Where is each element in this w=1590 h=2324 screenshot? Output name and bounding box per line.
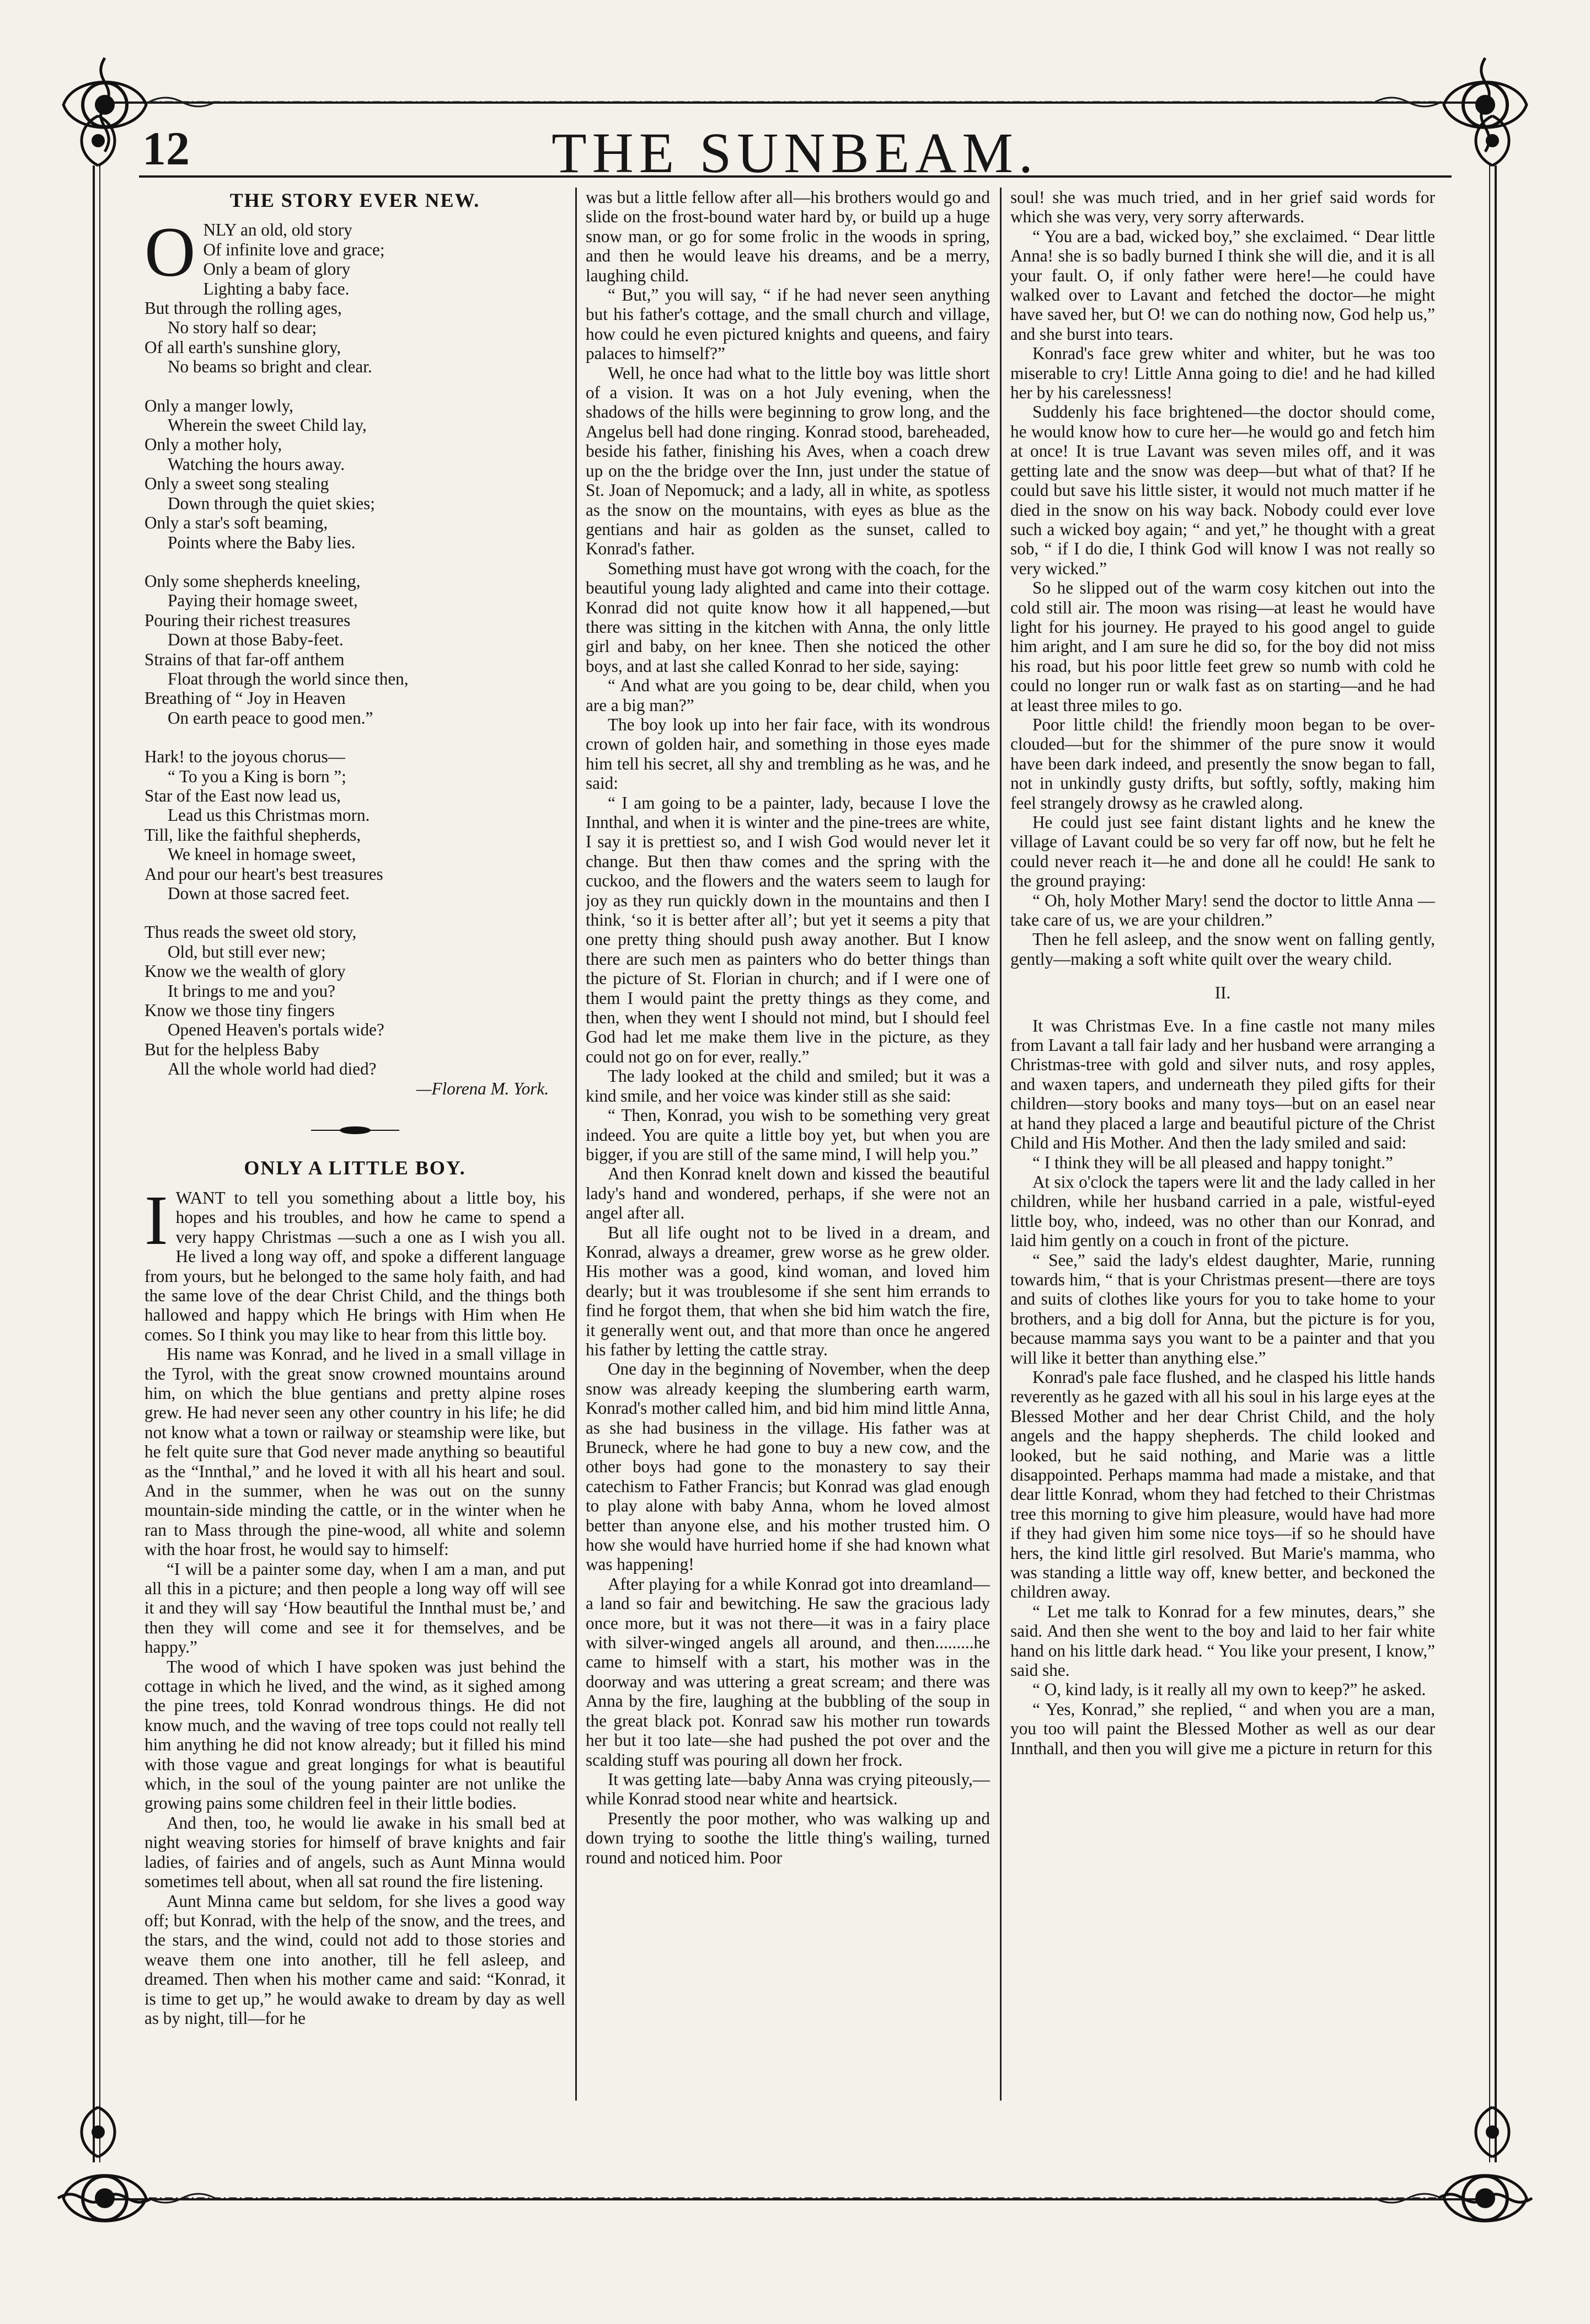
poem-author: —Florena M. York. [416,1078,549,1098]
poem-line: Float through the world since then, [168,669,409,688]
story-paragraph: And then, too, he would lie awake in his small bed at night weaving stories for himself of brave knights and fair ladies, of fairies and of angels, such as Aunt Minna would sometimes tell about, when all sat round the fire listening. [144,1813,565,1892]
poem-line: Down through the quiet skies; [168,493,375,513]
poem-line: Down at those Baby-feet. [168,630,344,650]
column-1 [144,188,565,2101]
story-paragraph: Poor little child! the friendly moon began to be over-clouded—but for the shimmer of the pure snow it would have been dark indeed, and presently the snow began to fall, not in unkindly gusty drifts, but softly, softly, making him feel strangely drowsy as he crawled along. [1010,714,1435,813]
poem-line: It brings to me and you? [168,981,336,1001]
poem-line: NLY an old, old story [203,220,352,240]
column-rule-2 [1000,188,1002,2101]
separator-ornament [311,1125,399,1136]
masthead-title: THE SUNBEAM. [552,121,1038,185]
story-paragraph: It was getting late—baby Anna was crying piteously,—while Konrad stood near white and heartsick. [586,1769,990,1809]
poem-line: Only a beam of glory [203,259,351,279]
story-paragraph: “ See,” said the lady's eldest daughter, Marie, running towards him, “ that is your Christmas present—there are toys and suits of clothes like yours for you to take home to your brothers, and a big doll for Anna, but the picture is for you, because mamma says you want to be a painter and that you will like it better than anything else.” [1010,1250,1435,1367]
story-paragraph: His name was Konrad, and he lived in a small village in the Tyrol, with the great snow crowned mountains around him, on which the blue gentians and pretty alpine roses grew. He had never seen any other country in his life; he did not know what a town or railway or steamship were like, but he felt quite sure that God never made anything so beautiful as the “Innthal,” and he loved it with all his heart and soul. And in the summer, when he was out on the sunny mountain-side minding the cattle, or in the winter when he ran to Mass through the pine-wood, all white and solemn with the hoar frost, he would say to himself: [144,1344,565,1559]
poem-stanza [144,213,565,377]
story-title: ONLY A LITTLE BOY. [244,1157,466,1179]
story-paragraph: “ Then, Konrad, you wish to be something very great indeed. You are quite a little boy yet, but when you are bigger, if you are still of the same mind, I will help you.” [586,1105,990,1164]
poem-line: Lead us this Christmas morn. [168,805,370,825]
poem-line: Pouring their richest treasures [144,610,351,630]
poem-line: No story half so dear; [168,318,317,338]
poem-line: Paying their homage sweet, [168,591,358,611]
poem-stanza [144,571,565,728]
corner-ornament-bottom-right [1433,2146,1538,2251]
poem-line: Of infinite love and grace; [203,239,385,259]
poem-line: Hark! to the joyous chorus— [144,747,345,767]
left-border-line [93,165,95,2162]
story-paragraph: The lady looked at the child and smiled; but it was a kind smile, and her voice was kinder still as she said: [586,1066,990,1105]
poem-line: We kneel in homage sweet, [168,845,356,864]
poem-line: Only a mother holy, [144,435,282,455]
poem-stanza [144,396,565,552]
poem-line: Till, like the faithful shepherds, [144,825,361,845]
poem-stanza [144,922,565,1078]
story-paragraph: Konrad's pale face flushed, and he clasped his little hands reverently as he gazed with all his soul in his large eyes at the Blessed Mother and her dear Christ Child, and the holy angels and the happy shepherds. The child looked and looked, but he said nothing, and Marie was a little disappointed. Perhaps mamma had made a mistake, and that dear little Konrad, whom they had fetched to their Christmas tree this morning to give him pleasure, would have had more if they had given him some nice toys—if so he should have hers, the kind little girl resolved. But Marie's mamma, who was standing a little way off, knew better, and beckoned the children away. [1010,1367,1435,1602]
left-border-line-inner [99,165,100,2162]
story-paragraph: “ Let me talk to Konrad for a few minutes, dears,” she said. And then she went to the boy and laid to her fair white hand on his little dark head. “ You like your present, I know,” said she. [1010,1601,1435,1680]
story-paragraph: “I will be a painter some day, when I am a man, and put all this in a picture; and then people a long way off will see it and they will say ‘How beautiful the Innthal must be,’ and then they will come and see it for themselves, and be happy.” [144,1559,565,1657]
poem-line: And pour our heart's best treasures [144,864,383,884]
story-paragraph: “ Yes, Konrad,” she replied, “ and when you are a man, you too will paint the Blessed Mother as well as our dear Innthall, and then you will give me a picture in return for this [1010,1699,1435,1758]
story-paragraph: “ But,” you will say, “ if he had never seen anything but his father's cottage, and the small church and village, how could he even pictured knights and queens, and fairy palaces to himself?” [586,285,990,364]
story-paragraph: Suddenly his face brightened—the doctor should come, he would know how to cure her—he would go and fetch him at once! It is true Lavant was seven miles off, and it was getting late and the snow was deep—but what of that? If he could but save his little sister, it would not much matter if he died in the snow on his way back. Nobody could ever love such a wicked boy again; “ and yet,” he thought with a great sob, “ if I do die, I think God will know I was not really so very wicked.” [1010,402,1435,578]
story-paragraph: He could just see faint distant lights and he knew the village of Lavant could be so very far off now, but he felt he could never reach it—he and done all he could! He sank to the ground praying: [1010,813,1435,891]
poem-line: But through the rolling ages, [144,298,342,318]
story-paragraph: Well, he once had what to the little boy was little short of a vision. It was on a hot July evening, when the shadows of the hills were beginning to grow long, and the Angelus bell had done ringing. Konrad stood, bareheaded, beside his father, finishing his Aves, when a coach drew up on the the bridge over the Inn, just under the statue of St. Joan of Nepomuck; and a lady, all in white, as spotless as the snow on the mountains, with eyes as blue as the gentians and hair as golden as the sunset, called to Konrad's father. [586,363,990,559]
right-border-line-inner [1489,165,1490,2162]
column-3 [1010,188,1435,2101]
poem-line: “ To you a King is born ”; [168,766,346,786]
section-separator [144,1120,565,1140]
poem-line: Lighting a baby face. [203,279,350,298]
side-ornament-left-bottom [60,2104,137,2160]
story-paragraph: Then he fell asleep, and the snow went on falling gently, gently—making a soft white quilt over the weary child. [1010,929,1435,969]
column-rule-1 [575,188,577,2101]
story-paragraph: So he slipped out of the warm cosy kitchen out into the cold still air. The moon was rising—at least he would have light for his journey. He prayed to his good angel to guide him aright, and I am sure he did so, for the boy did not miss his road, but his poor little feet grew so numb with cold he could no longer run or walk fast as on starting—and he had at least three miles to go. [1010,578,1435,715]
story-paragraph: At six o'clock the tapers were lit and the lady called in her children, while her husband carried in a pale, wistful-eyed little boy, who, indeed, was no other than our Konrad, and laid him gently on a couch in front of the picture. [1010,1172,1435,1251]
story-paragraph [144,1180,565,1344]
poem-line: Only a star's soft beaming, [144,513,328,533]
poem-line: Breathing of “ Joy in Heaven [144,688,346,708]
story-paragraph: “ Oh, holy Mother Mary! send the doctor to little Anna —take care of us, we are your children.” [1010,890,1435,930]
story-paragraph: was but a little fellow after all—his brothers would go and slide on the frost-bound water hard by, or build up a huge snow man, or go for some frolic in the woods in spring, and then he would leave his dreams, and be a merry, laughing child. [586,188,990,285]
poem-line: Know we those tiny fingers [144,1001,335,1021]
story-paragraph: Presently the poor mother, who was walking up and down trying to soothe the little thing's wailing, turned round and noticed him. Poor [586,1808,990,1867]
top-ornament-band [149,93,1441,111]
story-paragraph: Konrad's face grew whiter and whiter, but he was too miserable to cry! Little Anna going to die! and he had killed her by his carelessness! [1010,344,1435,403]
right-border-line [1495,165,1497,2162]
story-paragraph: “ You are a bad, wicked boy,” she exclaimed. “ Dear little Anna! she is so badly burned I think she will die, and it is all your fault. O, if only father were here!—he could have walked over to Lavant and fetched the doctor—he might have saved her, but O! we can do nothing now, God help us,” and she burst into tears. [1010,226,1435,344]
story-paragraph: Something must have got wrong with the coach, for the beautiful young lady alighted and came into their cottage. Konrad did not quite know how it all happened,—but there was sitting in the kitchen with Anna, the only little girl and baby, on her knee. Then she noticed the other boys, and at last she called Konrad to her side, saying: [586,558,990,676]
poem-line: No beams so bright and clear. [168,357,372,377]
poem-line: Of all earth's sunshine glory, [144,337,341,357]
poem-line: Old, but still ever new; [168,942,326,961]
story-paragraph-text: WANT to tell you something about a little boy, his hopes and his troubles, and how he came to spend a very happy Christmas —such a one as I wish you all. He lived a long way off, and spoke a different language from yours, but he belonged to the same holy faith, and had the same love of the dear Christ Child, and the things both hallowed and happy which He brings with Him when He comes. So I think you may like to hear from this little boy. [144,1188,565,1344]
poem-line: But for the helpless Baby [144,1039,320,1059]
poem-line: Wherein the sweet Child lay, [168,415,367,435]
story-paragraph: “ And what are you going to be, dear child, when you are a big man?” [586,676,990,715]
poem-line: All the whole world had died? [168,1059,377,1079]
poem-stanza [144,747,565,903]
story-paragraph: “ O, kind lady, is it really all my own to keep?” he asked. [1032,1680,1426,1700]
story-dropcap: I [144,1180,168,1259]
top-border-band [149,93,1441,111]
poem [144,213,565,1098]
section-number: II. [1214,983,1231,1003]
poem-dropcap: O [144,213,196,292]
poem-line: Opened Heaven's portals wide? [168,1020,384,1040]
corner-ornament-bottom-left [52,2146,157,2251]
page-number: 12 [142,122,190,175]
poem-line: Only some shepherds kneeling, [144,571,361,591]
side-ornament-right-bottom [1454,2104,1531,2160]
poem-line: Points where the Baby lies. [168,532,356,552]
poem-line: Only a manger lowly, [144,396,293,415]
poem-line: Only a sweet song stealing [144,474,329,494]
story-paragraph: After playing for a while Konrad got into dreamland—a land so fair and bewitching. He saw the gracious lady once more, but it was not there—it was in a fairy place with silver-winged angels all around, and then.........he came to himself with a start, his mother was in the doorway and was uttering a great scream; and there was Anna by the fire, laughing at the bubbling of the soup in the great black pot. Konrad saw his mother run towards her but it too late—she had pushed the pot over and the scalding stuff was pouring all down her frock. [586,1574,990,1770]
poem-line: On earth peace to good men.” [168,708,373,728]
poem-line: Strains of that far-off anthem [144,649,345,669]
poem-line: Star of the East now lead us, [144,786,341,805]
story-paragraph: The boy look up into her fair face, with its wondrous crown of golden hair, and something in those eyes made him tell his secret, all shy and trembling as he was, and he said: [586,714,990,793]
story-paragraph: soul! she was much tried, and in her grief said words for which she was very, very sorry afterwards. [1010,188,1435,227]
poem-line: Thus reads the sweet old story, [144,922,357,942]
story-paragraph: And then Konrad knelt down and kissed the beautiful lady's hand and wondered, perhaps, if she were not an angel after all. [586,1164,990,1223]
bottom-border-band [149,2189,1441,2208]
story-paragraph: The wood of which I have spoken was just behind the cottage in which he lived, and the wind, as it sighed among the pine trees, told Konrad wondrous things. He did not know much, and the waving of tree tops could not really tell him anything he did not know already; but it filled his mind with those vague and great longings for what is beautiful which, in the soul of the young painter are not unlike the growing pains some children feel in their little bodies. [144,1657,565,1813]
story-paragraph: But all life ought not to be lived in a dream, and Konrad, always a dreamer, grew worse as he grew older. His mother was a good, kind woman, and loved him dearly; but it was troublesome if she sent him errands to find he forgot them, that when she bid him watch the fire, it generally went out, and that more than once he angered his father by letting the cattle stray. [586,1222,990,1359]
column-2 [586,188,990,2101]
story-paragraph: It was Christmas Eve. In a fine castle not many miles from Lavant a tall fair lady and her husband were arranging a Christmas-tree with gold and silver nuts, and rosy apples, and waxen tapers, and underneath they piled gifts for their children—story books and many toys—but on an easel near at hand they placed a large and beautiful picture of the Christ Child and His Mother. And then the lady smiled and said: [1010,1016,1435,1153]
story-paragraph: “ I think they will be all pleased and happy tonight.” [1032,1152,1393,1172]
poem-line: Down at those sacred feet. [168,884,350,903]
story-paragraph: One day in the beginning of November, when the deep snow was already keeping the slumbering earth warm, Konrad's mother called him, and bid him mind little Anna, as she had business in the village. His father was at Bruneck, where he had gone to buy a new cow, and the other boys had gone to the monastery to say their catechism to Father Francis; but Konrad was glad enough to play alone with baby Anna, whom he loved almost better than anyone else, and his mother trusted him. O how she would have hurried home if she had known what was happening! [586,1359,990,1574]
story-paragraph: Aunt Minna came but seldom, for she lives a good way off; but Konrad, with the help of the snow, and the trees, and the stars, and the wind, could not add to those stories and weave them one into another, till he fell asleep, and dreamed. Then when his mother came and said: “Konrad, it is time to get up,” he would awake to dream by day as well as by night, till—for he [144,1891,565,2028]
poem-title: THE STORY EVER NEW. [229,189,480,211]
poem-line: Watching the hours away. [168,454,345,474]
story-paragraph: “ I am going to be a painter, lady, because I love the Innthal, and when it is winter and the pine-trees are white, I say it is prettiest so, and I wish God would never let it change. But then thaw comes and the spring with the cuckoo, and the flowers and the waters seem to laugh for joy as they run quickly down in the mountains and then I think, ‘so it is better after all’; but yet it seems a pity that one pretty thing should push away another. But I know there are such men as painters who do better things than the picture of St. Florian in church; and if I were one of them I would paint the pretty things as they come, and then, when they went I should not mind, but I should feel God had let me make them live in the picture, as they could not go on for ever, really.” [586,793,990,1066]
poem-line: Know we the wealth of glory [144,961,346,981]
bottom-ornament-band [149,2189,1441,2208]
